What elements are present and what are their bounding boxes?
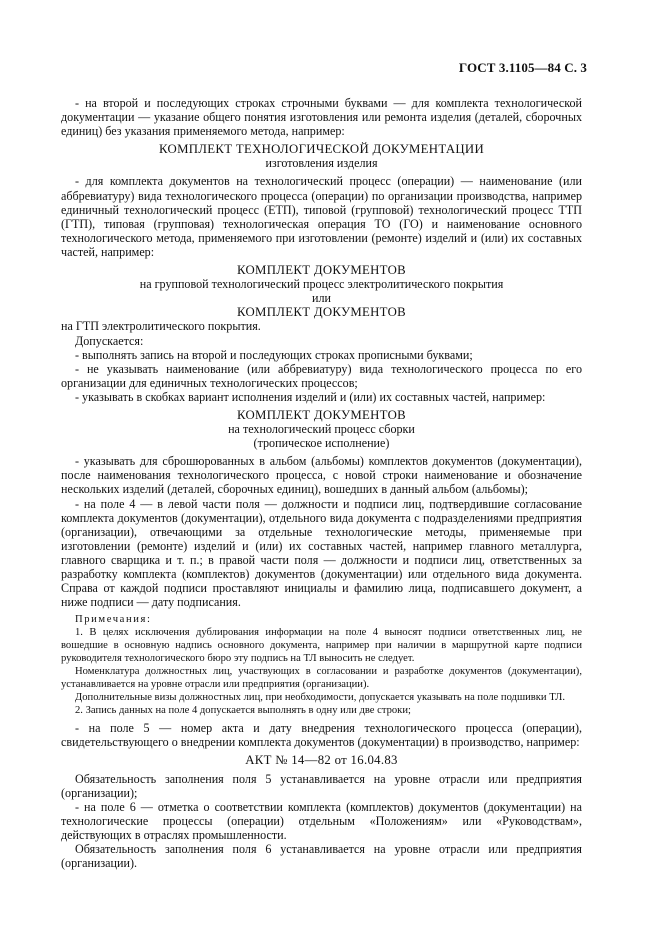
example-title: КОМПЛЕКТ ТЕХНОЛОГИЧЕСКОЙ ДОКУМЕНТАЦИИ	[159, 142, 484, 157]
example-subtitle: на технологический процесс сборки	[228, 422, 415, 437]
notes-block	[61, 613, 582, 717]
example-title: КОМПЛЕКТ ДОКУМЕНТОВ	[237, 407, 406, 422]
document-body	[61, 96, 582, 870]
note: 1. В целях исключения дублирования информации на поле 4 выносят подписи ответственных лиц, не вошедшие в основную надпись основного документа, например при наличии в маршрутной карте подписи руководителя технологического бюро эту подпись на ТЛ выносить не следует.	[61, 627, 582, 665]
note: 2. Запись данных на поле 4 допускается выполнять в одну или две строки;	[75, 705, 411, 717]
paragraph: Допускается:	[75, 333, 144, 348]
page-header: ГОСТ 3.1105—84 С. 3	[458, 60, 587, 75]
example-subtitle: на групповой технологический процесс электролитического покрытия	[139, 277, 504, 292]
example-title: КОМПЛЕКТ ДОКУМЕНТОВ	[237, 263, 406, 278]
list-item: - указывать для сброшюрованных в альбом (альбомы) комплектов документов (документации), после наименования технологического процесса, с новой строки наименование и обозначение нескольких изделий (деталей, сборочных единиц), вошедших в данный альбом (альбомы);	[61, 454, 582, 497]
note: Номенклатура должностных лиц, участвующих в согласовании и разработке документов (документации), устанавливается на уровне отрасли или предприятия (организации).	[61, 666, 582, 691]
example-title: АКТ № 14—82 от 16.04.83	[245, 753, 398, 768]
notes-label: Примечания:	[75, 614, 152, 626]
list-item: - выполнять запись на второй и последующих строках прописными буквами;	[75, 347, 473, 362]
example-or: или	[312, 291, 331, 306]
example-title: КОМПЛЕКТ ДОКУМЕНТОВ	[237, 305, 406, 320]
paragraph: Обязательность заполнения поля 5 устанавливается на уровне отрасли или предприятия (организации);	[61, 771, 582, 800]
list-item: - не указывать наименование (или аббревиатуру) вида технологического процесса по его организации для единичных технологических процессов;	[61, 361, 582, 390]
list-item: - указывать в скобках вариант исполнения изделий и (или) их составных частей, например:	[75, 389, 546, 404]
list-item: - на поле 4 — в левой части поля — должности и подписи лиц, подтвердившие согласование комплекта документов (документации), отдельного вида документа с подразделениями предприятия (организации), отвечающими за отдельные технологические методы, применяемые при изготовлении (ремонте) изделий и (или) их составных частей, например главного металлурга, главного сварщика и т. п.; в правой части поля — должности и подписи лиц, ответственных за разработку комплекта (комплектов) документов (документации) или отдельного вида документа. Справа от каждой подписи проставляют инициалы и фамилию лица, подписавшего документ, а ниже подписи — дату подписания.	[61, 496, 582, 610]
paragraph: - для комплекта документов на технологический процесс (операции) — наименование (или аббревиатуру) вида технологического процесса (операции) по организации производства, например единичный технологический процесс (ЕТП), типовой (групповой) технологический процесс ТТП (ГТП), типовая (групповая) технологическая операция ТО (ГО) и наименование основного технологического метода, применяемого при изготовлении (ремонте) изделий и (или) их составных частей, например:	[61, 174, 582, 259]
paragraph: Обязательность заполнения поля 6 устанавливается на уровне отрасли или предприятия (организации).	[61, 842, 582, 871]
list-item: - на поле 5 — номер акта и дату внедрения технологического процесса (операции), свидетельствующего о внедрении комплекта документов (документации) в производство, например:	[61, 721, 582, 750]
example-subtitle: (тропическое исполнение)	[253, 436, 390, 451]
note: Дополнительные визы должностных лиц, при необходимости, допускается указывать на поле подшивки ТЛ.	[75, 692, 566, 704]
list-item: - на поле 6 — отметка о соответствии комплекта (комплектов) документов (документации) на технологические процессы (операции) отдельным «Положениям» или «Руководствам», действующих в отраслях промышленности.	[61, 799, 582, 842]
example-subtitle: изготовления изделия	[265, 156, 378, 171]
paragraph: на ГТП электролитического покрытия.	[61, 319, 261, 334]
paragraph: - на второй и последующих строках строчными буквами — для комплекта технологической документации — указание общего понятия изготовления или ремонта изделия (деталей, сборочных единиц) без указания применяемого метода, например:	[61, 96, 582, 139]
